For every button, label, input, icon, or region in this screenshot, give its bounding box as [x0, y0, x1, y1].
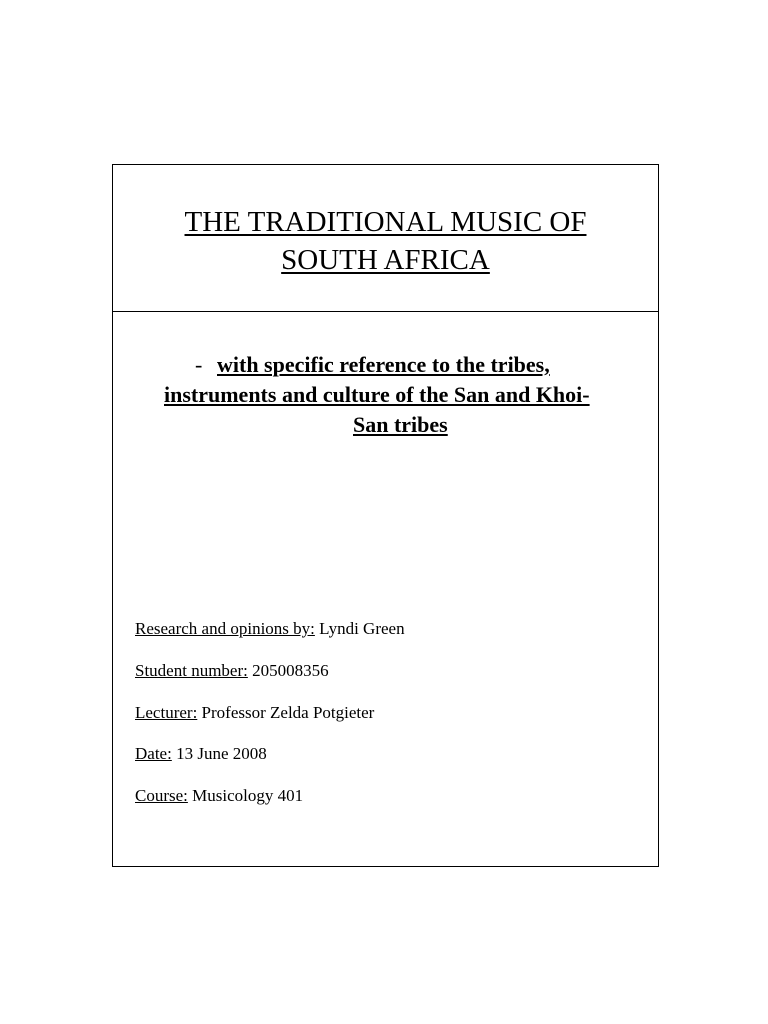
- subtitle-line-2: [164, 380, 590, 410]
- researcher-value: Lyndi Green: [314, 619, 405, 638]
- student-number-row: [135, 660, 329, 682]
- lecturer-label: Lecturer:: [135, 703, 198, 722]
- course-value: Musicology 401: [187, 786, 304, 805]
- title-line-2: SOUTH AFRICA: [281, 244, 490, 276]
- lecturer-row: [135, 702, 374, 724]
- date-value: 13 June 2008: [171, 744, 267, 763]
- subtitle-line-1: [217, 350, 550, 380]
- student-number-label: Student number:: [135, 661, 248, 680]
- date-row: [135, 743, 267, 765]
- subtitle-line-3: [353, 410, 448, 440]
- lecturer-value: Professor Zelda Potgieter: [197, 703, 375, 722]
- course-label: Course:: [135, 786, 188, 805]
- title-line-1: THE TRADITIONAL MUSIC OF: [184, 206, 587, 238]
- student-number-value: 205008356: [247, 661, 329, 680]
- researcher-row: [135, 618, 405, 640]
- subtitle-bullet: -: [195, 352, 203, 377]
- researcher-label: Research and opinions by:: [135, 619, 315, 638]
- date-label: Date:: [135, 744, 172, 763]
- title-box: [113, 165, 658, 312]
- document-title: [113, 203, 658, 279]
- course-row: [135, 785, 303, 807]
- subtitle-line-1-text: with specific reference to the tribes,: [217, 352, 550, 377]
- subtitle-line-2-text: instruments and culture of the San and Khoi-: [164, 382, 590, 407]
- subtitle-line-3-text: San tribes: [353, 412, 448, 437]
